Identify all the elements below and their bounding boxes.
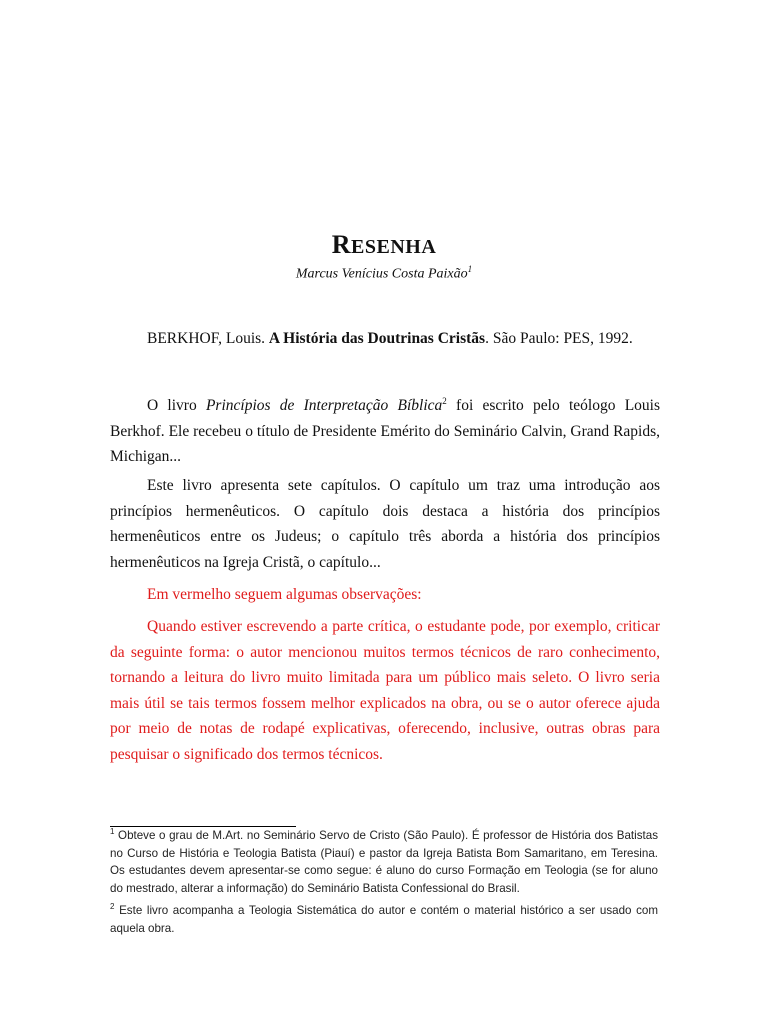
bibliographic-reference: [147, 330, 667, 348]
author-name: Marcus Venícius Costa Paixão: [295, 266, 468, 282]
cited-work-title: Princípios de Interpretação Bíblica: [205, 397, 443, 414]
title-rest: ESENHA: [351, 236, 437, 258]
footnote-1-text: Obteve o grau de M.Art. no Seminário Servo de Cristo (São Paulo). É professor de História dos Batistas no Curso de História e Teologia Batista (Piauí) e pastor da Igreja Batista Bom Samaritano, em Teresina. Os estudantes devem apresentar-se como segue: é aluno do curso Formação em Teologia (se for aluno do mestrado, alterar a informação) do Seminário Batista Confessional do Brasil.: [110, 829, 658, 895]
footnote-ref-1[interactable]: 1: [467, 264, 473, 274]
footnote-ref-2[interactable]: 2: [442, 395, 447, 406]
footnote-1: [110, 827, 658, 897]
paragraph-red-critique: Quando estiver escrevendo a parte crítica, o estudante pode, por exemplo, criticar da seguinte forma: o autor mencionou muitos termos técnicos de raro conhecimento, tornando a leitura do livro muito limitada para um público mais seleto. O livro seria mais útil se tais termos fossem melhor explicados na obra, ou se o autor oferece ajuda por meio de notas de rodapé explicativas, oferecendo, inclusive, outras obras para pesquisar o significado dos termos técnicos.: [110, 618, 660, 763]
author-line: [0, 264, 768, 283]
reference-suffix: . São Paulo: PES, 1992.: [485, 330, 633, 347]
footnote-2-mark: 2: [110, 902, 115, 912]
paragraph-intro-end: foi escrito pelo teólogo Louis Berkhof. Ele recebeu o título de Presidente Emérito do Seminário Calvin, Grand Rapids, Michigan...: [110, 397, 660, 465]
footnote-1-mark: 1: [110, 827, 115, 837]
paragraph-intro: [110, 393, 660, 470]
reference-prefix: BERKHOF, Louis.: [147, 330, 269, 347]
footnote-2: [110, 902, 658, 937]
page-title: [0, 230, 768, 260]
reference-book-title: A História das Doutrinas Cristãs: [268, 330, 486, 347]
footnote-2-text: Este livro acompanha a Teologia Sistemática do autor e contém o material histórico a ser usado com aquela obra.: [110, 904, 658, 935]
paragraph-red-heading: Em vermelho seguem algumas observações:: [147, 586, 422, 603]
title-initial: R: [331, 230, 352, 259]
paragraph-intro-start: O livro: [147, 397, 206, 414]
paragraph-chapters: Este livro apresenta sete capítulos. O capítulo um traz uma introdução aos princípios hermenêuticos. O capítulo dois destaca a história dos princípios hermenêuticos entre os Judeus; o capítulo três aborda a história dos princípios hermenêuticos na Igreja Cristã, o capítulo...: [110, 477, 660, 571]
